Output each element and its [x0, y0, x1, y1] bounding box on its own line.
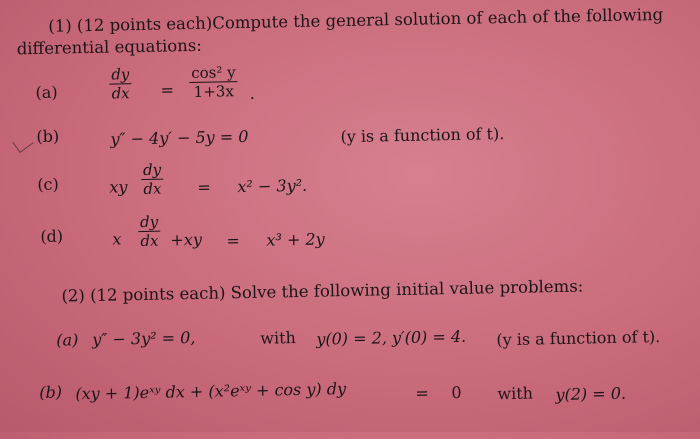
- problem-2a-equation: y″ − 3y² = 0,: [92, 327, 196, 349]
- period: .: [249, 83, 255, 103]
- fraction-denominator: dx: [111, 84, 130, 103]
- problem-1d-lhs: x: [112, 229, 122, 249]
- fraction-numerator: dy: [109, 66, 131, 84]
- problem-2b-equation: (xy + 1)eˣʸ dx + (x²eˣʸ + cos y) dy: [75, 379, 347, 404]
- part1-heading: (1) (12 points each)Compute the general solution of each of the following: [48, 4, 664, 36]
- problem-2b-label: (b): [39, 382, 63, 402]
- problem-2b-condition: y(2) = 0.: [555, 383, 627, 405]
- problem-2a-note: (y is a function of t).: [496, 327, 661, 350]
- problem-1a-lhs-fraction: [109, 66, 132, 101]
- fraction-denominator: dx: [140, 231, 159, 251]
- problem-1d-fraction: [138, 214, 161, 249]
- equals-sign: =: [160, 80, 175, 100]
- fraction-denominator: dx: [143, 179, 162, 198]
- problem-1b-equation: y″ − 4y′ − 5y = 0: [110, 126, 249, 149]
- with-text: with: [260, 328, 297, 348]
- fraction-numerator: dy: [138, 214, 160, 232]
- part2-heading: (2) (12 points each) Solve the following initial value problems:: [61, 276, 584, 306]
- fraction-numerator: cos² y: [189, 64, 238, 83]
- problem-1b-label: (b): [36, 126, 60, 147]
- problem-1d-plus-term: +xy: [170, 229, 203, 250]
- problem-1c-lhs: xy: [109, 177, 128, 197]
- problem-1a-rhs-fraction: [189, 64, 238, 100]
- problem-1d-label: (d): [40, 226, 64, 246]
- problem-1b-note: (y is a function of t).: [340, 124, 505, 147]
- equals-sign: =: [197, 177, 212, 197]
- part1-heading-cont: differential equations:: [16, 35, 203, 59]
- problem-1c-rhs: x² − 3y².: [237, 175, 308, 197]
- problem-1d-rhs: x³ + 2y: [266, 229, 325, 250]
- with-text: with: [497, 383, 534, 404]
- check-mark-icon: [12, 133, 33, 154]
- fraction-denominator: 1+3x: [193, 82, 235, 101]
- zero: 0: [451, 382, 462, 403]
- equals-sign: =: [226, 231, 241, 251]
- problem-2a-label: (a): [56, 330, 79, 350]
- problem-2a-condition: y(0) = 2, y′(0) = 4.: [316, 326, 467, 349]
- problem-1c-label: (c): [37, 174, 59, 194]
- problem-1a-label: (a): [35, 82, 58, 103]
- equals-sign: =: [415, 383, 430, 403]
- problem-1c-fraction: [141, 162, 164, 197]
- fraction-numerator: dy: [141, 162, 163, 180]
